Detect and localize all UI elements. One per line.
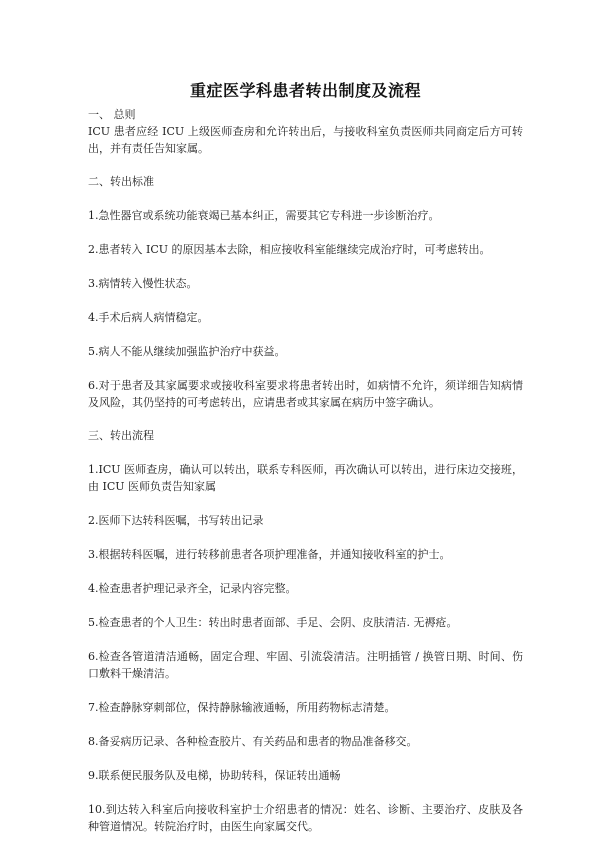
section-heading: 一、 总则 — [88, 108, 136, 121]
list-item: 2.医师下达转科医嘱，书写转出记录 — [88, 514, 264, 527]
list-item: 4.检查患者护理记录齐全，记录内容完整。 — [88, 582, 297, 595]
section-heading: 二、转出标准 — [88, 175, 154, 188]
list-item: 5.病人不能从继续加强监护治疗中获益。 — [88, 345, 286, 358]
document-page — [88, 78, 523, 835]
list-item: 1.ICU 医师查房，确认可以转出，联系专科医师，再次确认可以转出，进行床边交接班，由 ICU 医师负责告知家属 — [88, 463, 523, 493]
list-item: 7.检查静脉穿刺部位，保持静脉输液通畅，所用药物标志清楚。 — [88, 701, 396, 714]
list-item: 3.根据转科医嘱，进行转移前患者各项护理准备，并通知接收科室的护士。 — [88, 548, 451, 561]
list-item: 8.备妥病历记录、各种检查胶片、有关药品和患者的物品准备移交。 — [88, 735, 418, 748]
section-general — [88, 107, 523, 157]
paragraph: ICU 患者应经 ICU 上级医师查房和允许转出后，与接收科室负责医师共同商定后方可转出，并有责任告知家属。 — [88, 125, 523, 155]
list-item: 4.手术后病人病情稳定。 — [88, 311, 209, 324]
section-heading: 三、转出流程 — [88, 429, 154, 442]
list-item: 9.联系便民服务队及电梯，协助转科，保证转出通畅 — [88, 769, 341, 782]
list-item: 2.患者转入 ICU 的原因基本去除，相应接收科室能继续完成治疗时，可考虑转出。 — [88, 243, 491, 256]
section-transfer-criteria — [88, 174, 523, 411]
document-title: 重症医学科患者转出制度及流程 — [189, 81, 421, 100]
list-item: 6.对于患者及其家属要求或接收科室要求将患者转出时，如病情不允许，须详细告知病情及风险，其仍坚持的可考虑转出，应请患者或其家属在病历中签字确认。 — [88, 379, 523, 409]
list-item: 1.急性器官或系统功能衰竭已基本纠正，需要其它专科进一步诊断治疗。 — [88, 209, 440, 222]
section-transfer-procedure — [88, 428, 523, 835]
list-item: 3.病情转入慢性状态。 — [88, 277, 198, 290]
list-item: 5.检查患者的个人卫生：转出时患者面部、手足、会阴、皮肤清洁. 无褥疮。 — [88, 616, 458, 629]
list-item: 10.到达转入科室后向接收科室护士介绍患者的情况：姓名、诊断、主要治疗、皮肤及各种管道情况。转院治疗时，由医生向家属交代。 — [88, 803, 523, 833]
list-item: 6.检查各管道清洁通畅，固定合理、牢固、引流袋清洁。注明插管 / 换管日期、时间、伤口敷料干燥清洁。 — [88, 650, 523, 680]
